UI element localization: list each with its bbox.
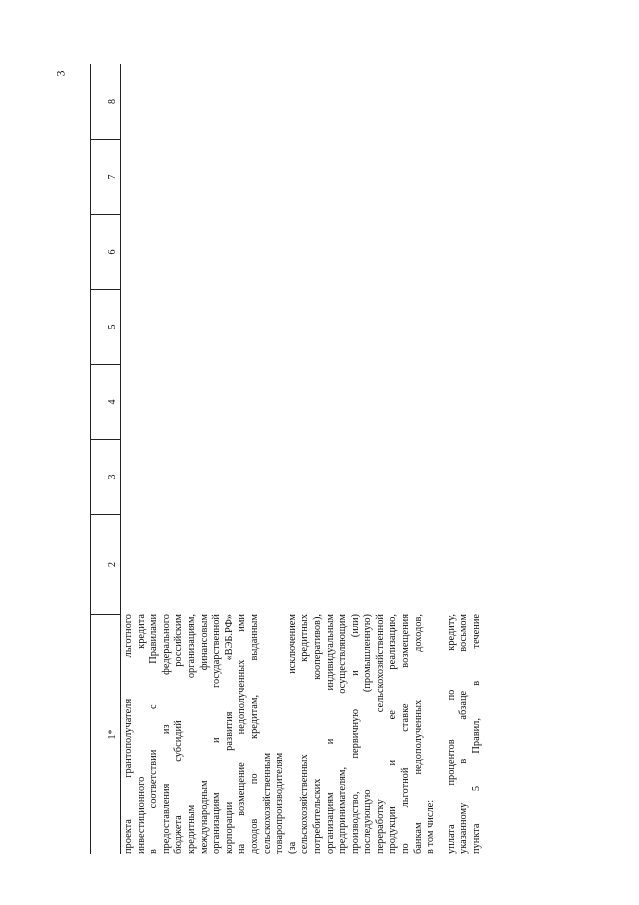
- column-header-2: 2: [91, 514, 120, 614]
- text-line: предоставления из федерального: [160, 614, 172, 854]
- text-line: переработку сельскохозяйственной: [374, 614, 386, 854]
- column-header-6: 6: [91, 214, 120, 289]
- column-header-3: 3: [91, 439, 120, 514]
- column-header-5: 5: [91, 289, 120, 364]
- text-line: товаропроизводителям: [274, 752, 286, 854]
- table-header-row: [90, 64, 121, 854]
- text-line: потребительских кооперативов),: [311, 614, 323, 854]
- text-line: сельскохозяйственных кредитных: [299, 614, 311, 854]
- text-line: в том числе:: [425, 799, 437, 854]
- column-header-1: 1*: [91, 614, 120, 854]
- text-line: международным финансовым: [198, 614, 210, 854]
- text-line: в соответствии с Правилами: [148, 614, 160, 854]
- text-line: организациям и индивидуальным: [324, 614, 336, 854]
- text-line: организациям и государственной: [211, 614, 223, 854]
- table-first-column-body: [123, 614, 492, 854]
- page-number: 3: [53, 70, 68, 77]
- text-line: на возмещение недополученных ими: [236, 614, 248, 854]
- rotated-table-region: [90, 64, 483, 854]
- text-line: производство, первичную и (или): [349, 614, 361, 854]
- text-line: продукции и ее реализацию,: [387, 614, 399, 854]
- table-cell-paragraph: [123, 614, 438, 854]
- text-line: проекта грантополучателя льготного: [123, 614, 134, 854]
- text-line: указанному в абзаце восьмом: [458, 614, 470, 854]
- text-line: пункта 5 Правил, в течение: [471, 614, 483, 854]
- text-line: кредитным организациям,: [185, 614, 197, 854]
- text-line: доходов по кредитам, выданным: [248, 614, 260, 854]
- text-line: банкам недополученных доходов,: [412, 614, 424, 854]
- text-line: последующую (промышленную): [362, 614, 374, 854]
- text-line: (за исключением: [286, 614, 298, 854]
- text-line: бюджета субсидий российским: [173, 614, 185, 854]
- text-line: предпринимателям, осуществляющим: [337, 614, 349, 854]
- column-header-7: 7: [91, 139, 120, 214]
- table-cell-paragraph: [446, 614, 484, 854]
- text-line: инвестиционного кредита: [135, 614, 147, 854]
- text-line: сельскохозяйственным: [261, 752, 273, 854]
- text-line: уплата процентов по кредиту,: [445, 614, 457, 854]
- text-line: по льготной ставке возмещения: [400, 614, 412, 854]
- column-header-8: 8: [107, 99, 118, 104]
- column-header-4: 4: [91, 364, 120, 439]
- text-line: корпорации развития «ВЭБ.РФ»: [223, 614, 235, 854]
